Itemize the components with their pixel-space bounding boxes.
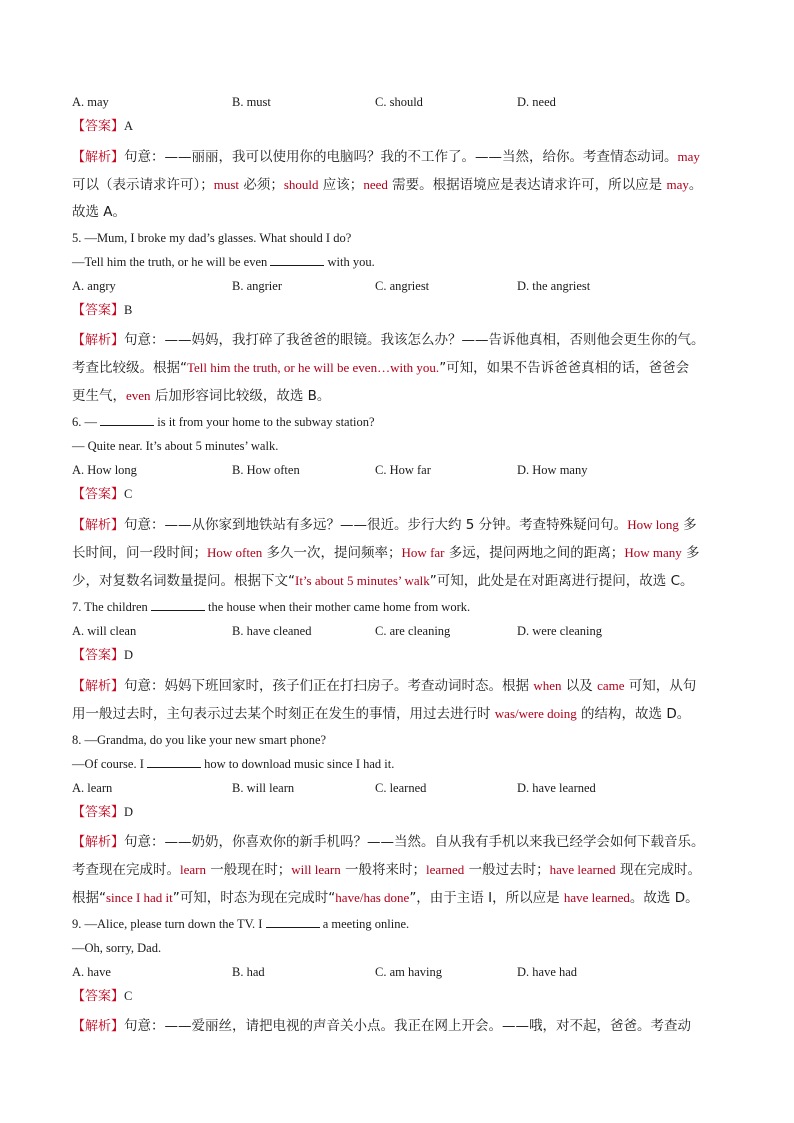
q7-options xyxy=(72,621,724,641)
q4-answer xyxy=(72,116,724,137)
q6-options xyxy=(72,460,724,480)
option-b: B. have cleaned xyxy=(232,624,312,638)
option-a: A. How long xyxy=(72,463,137,477)
answer-blank xyxy=(100,413,154,426)
option-b: B. will learn xyxy=(232,781,295,795)
option-d: D. have had xyxy=(517,965,578,979)
option-a: A. angry xyxy=(72,279,116,293)
q9-answer: 【答案】C xyxy=(72,989,133,1004)
question-list xyxy=(72,92,724,1042)
option-c: C. learned xyxy=(375,781,427,795)
q4-explanation: 【解析】句意：——丽丽，我可以使用你的电脑吗？我的不工作了。——当然，给你。考查情态动词。may 可以（表示请求许可）；must 必须；should 应该；need 需要。根据语境应是表达请求许可，所以应是 may。 故选 A。 xyxy=(72,149,703,220)
option-d: D. the angriest xyxy=(517,279,591,293)
answer-blank xyxy=(270,253,324,266)
option-d: D. How many xyxy=(517,463,588,477)
q5-explanation: 【解析】句意：——妈妈，我打碎了我爸爸的眼镜。我该怎么办？——告诉他真相，否则他会更生你的气。 考查比较级。根据“Tell him the truth, or he will be even…with you.”可知，如果不告诉爸爸真相的话，爸爸会 更生气，even 后加形容词比较级，故选 B。 xyxy=(72,332,705,404)
q8-stem-2: —Of course. I how to download music since I had it. xyxy=(72,757,395,771)
answer-tag: 【答案】 xyxy=(72,119,125,134)
q9-explanation: 【解析】句意：——爱丽丝，请把电视的声音关小点。我正在网上开会。——哦，对不起，爸爸。考查动 xyxy=(72,1018,692,1034)
q7-stem-1: 7. The children the house when their mother came home from work. xyxy=(72,600,471,614)
q7-explanation: 【解析】句意：妈妈下班回家时，孩子们正在打扫房子。考查动词时态。根据 when 以及 came 可知，从句 用一般过去时，主句表示过去某个时刻正在发生的事情，用过去进行时 was/were doing 的结构，故选 D。 xyxy=(72,678,697,722)
option-a: A. learn xyxy=(72,781,113,795)
option-a: A. will clean xyxy=(72,624,137,638)
option-d: D. have learned xyxy=(517,781,596,795)
q5-stem-1: 5. —Mum, I broke my dad’s glasses. What should I do? xyxy=(72,231,352,245)
option-a: A. have xyxy=(72,965,111,979)
answer-blank xyxy=(151,598,205,611)
option-c: C. angriest xyxy=(375,279,430,293)
option-b: B. had xyxy=(232,965,265,979)
option-b: B. must xyxy=(232,95,271,109)
option-d: D. were cleaning xyxy=(517,624,603,638)
q9-stem-1: 9. —Alice, please turn down the TV. I a meeting online. xyxy=(72,917,410,931)
q8-explanation: 【解析】句意：——奶奶，你喜欢你的新手机吗？——当然。自从我有手机以来我已经学会如何下载音乐。 考查现在完成时。learn 一般现在时；will learn 一般将来时；learned 一般过去时；have learned 现在完成时。 根据“since I had it”可知，时态为现在完成时“have/has done”，由于主语 I，所以应是 have learned。故选 D。 xyxy=(72,834,705,906)
q8-options xyxy=(72,778,724,798)
answer-blank xyxy=(266,915,320,928)
option-c: C. How far xyxy=(375,463,431,477)
explanation-tag: 【解析】 xyxy=(72,150,125,165)
q4-options xyxy=(72,92,724,112)
q8-stem-1: 8. —Grandma, do you like your new smart phone? xyxy=(72,733,327,747)
q7-answer: 【答案】D xyxy=(72,648,134,663)
option-a: A. may xyxy=(72,95,109,109)
option-b: B. How often xyxy=(232,463,300,477)
option-c: C. am having xyxy=(375,965,443,979)
q6-explanation: 【解析】句意：——从你家到地铁站有多远？——很近。步行大约 5 分钟。考查特殊疑问句。How long 多 长时间，问一段时间；How often 多久一次，提问频率；How far 多远，提问两地之间的距离；How many 多 少，对复数名词数量提问。根据下文“It’s about 5 minutes’ walk”可知，此处是在对距离进行提问，故选 C。 xyxy=(72,517,700,589)
q5-options xyxy=(72,276,724,296)
answer-blank xyxy=(147,755,201,768)
q6-stem-2: — Quite near. It’s about 5 minutes’ walk. xyxy=(72,439,279,453)
q9-options xyxy=(72,962,724,982)
option-c: C. should xyxy=(375,95,423,109)
answer-value: A xyxy=(124,119,134,133)
q6-stem-1: 6. — is it from your home to the subway station? xyxy=(72,415,375,429)
option-c: C. are cleaning xyxy=(375,624,451,638)
q9-stem-2: —Oh, sorry, Dad. xyxy=(72,941,162,955)
q8-answer: 【答案】D xyxy=(72,805,134,820)
option-d: D. need xyxy=(517,95,556,109)
q5-stem-2: —Tell him the truth, or he will be even with you. xyxy=(72,255,375,269)
q6-answer: 【答案】C xyxy=(72,487,133,502)
option-b: B. angrier xyxy=(232,279,282,293)
q5-answer: 【答案】B xyxy=(72,303,133,318)
